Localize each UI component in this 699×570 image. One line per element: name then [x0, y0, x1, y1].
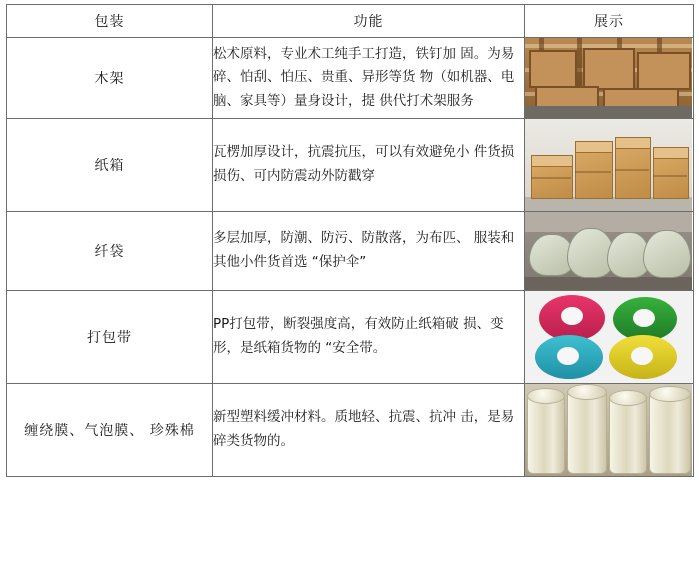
column-header-package: 包装	[7, 5, 213, 38]
cell-function-text: 瓦楞加厚设计，抗震抗压，可以有效避免小 件货损损伤、可内防震动外防戳穿	[213, 119, 525, 212]
carton-box-photo	[525, 119, 692, 211]
column-header-display: 展示	[525, 5, 694, 38]
cell-function-text: 松术原料，专业术工纯手工打造，铁钉加 固。为易碎、怕刮、怕压、贵重、异形等货 物（如机器、电脑、家具等）量身设计，提 供代打术架服务	[213, 38, 525, 119]
table-row	[7, 384, 694, 477]
cell-function-text: 多层加厚，防潮、防污、防散落，为布匹、 服装和其他小件货首选 “保护伞”	[213, 212, 525, 291]
table-body	[7, 38, 694, 477]
cell-package-name: 纤袋	[7, 212, 213, 291]
woven-bag-photo	[525, 212, 692, 290]
wooden-crate-photo	[525, 38, 692, 118]
table-row	[7, 291, 694, 384]
packaging-table	[6, 4, 694, 477]
stretch-film-photo	[525, 384, 692, 476]
cell-package-name: 纸箱	[7, 119, 213, 212]
cell-display-image	[525, 384, 694, 477]
column-header-function: 功能	[213, 5, 525, 38]
cell-package-name: 打包带	[7, 291, 213, 384]
cell-package-name: 缠绕膜、气泡膜、 珍殊棉	[7, 384, 213, 477]
table-row	[7, 119, 694, 212]
cell-function-text: 新型塑料缓冲材料。质地轻、抗震、抗冲 击，是易碎类货物的。	[213, 384, 525, 477]
table-header-row	[7, 5, 694, 38]
cell-display-image	[525, 38, 694, 119]
cell-display-image	[525, 119, 694, 212]
table-row	[7, 212, 694, 291]
table-header	[7, 5, 694, 38]
cell-function-text: PP打包带，断裂强度高，有效防止纸箱破 损、变形，是纸箱货物的 “安全带。	[213, 291, 525, 384]
table-row	[7, 38, 694, 119]
cell-package-name: 木架	[7, 38, 213, 119]
strapping-reel-photo	[525, 291, 692, 383]
cell-display-image	[525, 212, 694, 291]
cell-display-image	[525, 291, 694, 384]
